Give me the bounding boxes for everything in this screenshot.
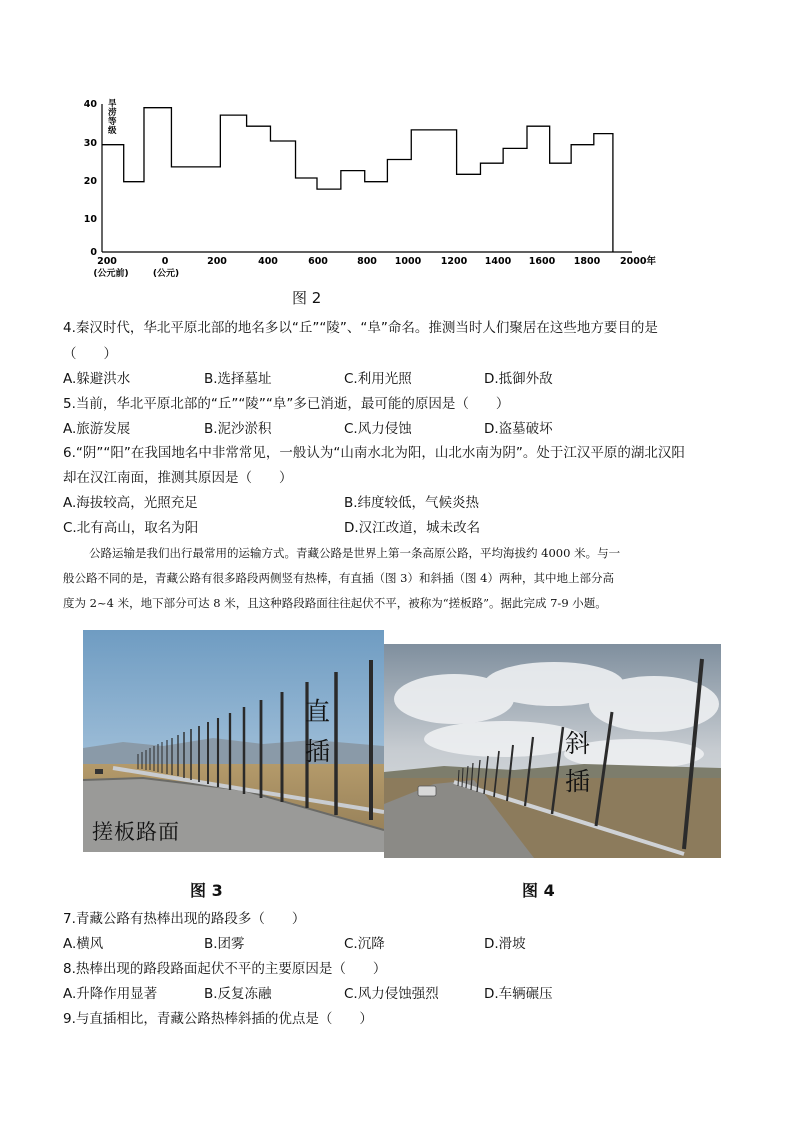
- x-tick-label: 1000: [394, 256, 422, 267]
- y-label-char: 级: [108, 126, 117, 136]
- y-tick-label: 40: [83, 99, 97, 110]
- question-4-option-a[interactable]: A.躲避洪水: [63, 371, 131, 387]
- question-6-stem: 6.“阴”“阳”在我国地名中非常常见，一般认为“山南水北为阳，山北水南为阴”。处于江汉平原的湖北汉阳: [63, 445, 685, 461]
- y-label-char: 涝: [108, 108, 117, 118]
- question-4-option-b[interactable]: B.选择墓址: [204, 371, 272, 387]
- passage-line-1: 公路运输是我们出行最常用的运输方式。青藏公路是世界上第一条高原公路，平均海拔约 4000 米。与一: [89, 546, 621, 560]
- label-slanted-1: 斜: [565, 729, 591, 758]
- question-6-option-c[interactable]: C.北有高山，取名为阳: [63, 520, 199, 536]
- step-series: [102, 108, 613, 252]
- figure3-caption: 图 3: [190, 881, 223, 900]
- label-washboard-road: 搓板路面: [92, 820, 180, 844]
- y-tick-label: 0: [90, 247, 97, 258]
- question-8-option-d[interactable]: D.车辆碾压: [484, 986, 553, 1002]
- x-tick-label: 800: [357, 256, 377, 267]
- question-9-stem: 9.与直插相比，青藏公路热棒斜插的优点是（ ）: [63, 1011, 373, 1027]
- x-tick-label: 200: [97, 256, 117, 267]
- y-tick-label: 20: [83, 176, 97, 187]
- passage-line-2: 般公路不同的是，青藏公路有很多路段两侧竖有热棒，有直插（图 3）和斜插（图 4）两种，其中地上部分高: [63, 571, 614, 585]
- question-5-option-b[interactable]: B.泥沙淤积: [204, 421, 272, 437]
- vehicle: [418, 786, 436, 796]
- figure2-caption: 图 2: [292, 289, 322, 307]
- question-4-option-c[interactable]: C.利用光照: [344, 371, 412, 387]
- x-tick-label: 0: [161, 256, 169, 267]
- passage-line-3: 度为 2~4 米，地下部分可达 8 米，且这种路段路面往往起伏不平，被称为“搓板路”。据此完成 7-9 小题。: [63, 596, 607, 610]
- x-tick-label: 1800: [573, 256, 601, 267]
- vehicle: [95, 769, 103, 774]
- x-tick-label: 1400: [484, 256, 512, 267]
- y-axis-label: [108, 99, 117, 136]
- step-line: [102, 108, 613, 252]
- x-note-bc: (公元前): [93, 269, 129, 279]
- question-7-option-a[interactable]: A.横风: [63, 936, 104, 952]
- question-8-option-c[interactable]: C.风力侵蚀强烈: [344, 986, 439, 1002]
- x-tick-label: 600: [308, 256, 328, 267]
- question-7-stem: 7.青藏公路有热棒出现的路段多（ ）: [63, 911, 306, 927]
- question-7-option-c[interactable]: C.沉降: [344, 936, 385, 952]
- question-4-stem-cont: （ ）: [63, 346, 117, 362]
- question-6-option-b[interactable]: B.纬度较低，气候炎热: [344, 495, 480, 511]
- x-tick-label: 200: [207, 256, 227, 267]
- photo-slanted-insert: [384, 644, 721, 858]
- figure4-caption: 图 4: [522, 881, 555, 900]
- photo-straight-insert: [83, 630, 384, 852]
- question-6-option-d[interactable]: D.汉江改道，城未改名: [344, 520, 481, 536]
- question-7-option-d[interactable]: D.滑坡: [484, 936, 526, 952]
- y-tick-label: 10: [83, 214, 97, 225]
- y-tick-label: 30: [83, 138, 97, 149]
- question-5-option-d[interactable]: D.盗墓破坏: [484, 421, 553, 437]
- question-5-option-c[interactable]: C.风力侵蚀: [344, 421, 412, 437]
- x-tick-label: 1600: [528, 256, 556, 267]
- question-5-option-a[interactable]: A.旅游发展: [63, 421, 131, 437]
- question-5-stem: 5.当前，华北平原北部的“丘”“陵”“阜”多已消逝，最可能的原因是（ ）: [63, 396, 510, 412]
- y-label-char: 旱: [108, 99, 117, 109]
- question-4-stem: 4.秦汉时代，华北平原北部的地名多以“丘”“陵”、“阜”命名。推测当时人们聚居在这些地方要目的是: [63, 320, 658, 336]
- question-4-option-d[interactable]: D.抵御外敌: [484, 371, 553, 387]
- x-tick-label: 2000年: [620, 256, 656, 267]
- label-straight-1: 直: [305, 697, 331, 726]
- label-slanted-2: 插: [565, 767, 591, 796]
- question-8-option-a[interactable]: A.升降作用显著: [63, 986, 158, 1002]
- label-straight-2: 插: [305, 737, 331, 766]
- drought-flood-chart: [80, 92, 670, 282]
- question-7-option-b[interactable]: B.团雾: [204, 936, 245, 952]
- question-6-option-a[interactable]: A.海拔较高，光照充足: [63, 495, 198, 511]
- question-8-option-b[interactable]: B.反复冻融: [204, 986, 272, 1002]
- y-label-char: 等: [108, 117, 117, 127]
- question-6-stem-cont: 却在汉江南面，推测其原因是（ ）: [63, 470, 293, 486]
- question-8-stem: 8.热棒出现的路段路面起伏不平的主要原因是（ ）: [63, 961, 387, 977]
- x-tick-label: 1200: [440, 256, 468, 267]
- x-note-ad: (公元): [152, 269, 180, 279]
- x-tick-label: 400: [258, 256, 278, 267]
